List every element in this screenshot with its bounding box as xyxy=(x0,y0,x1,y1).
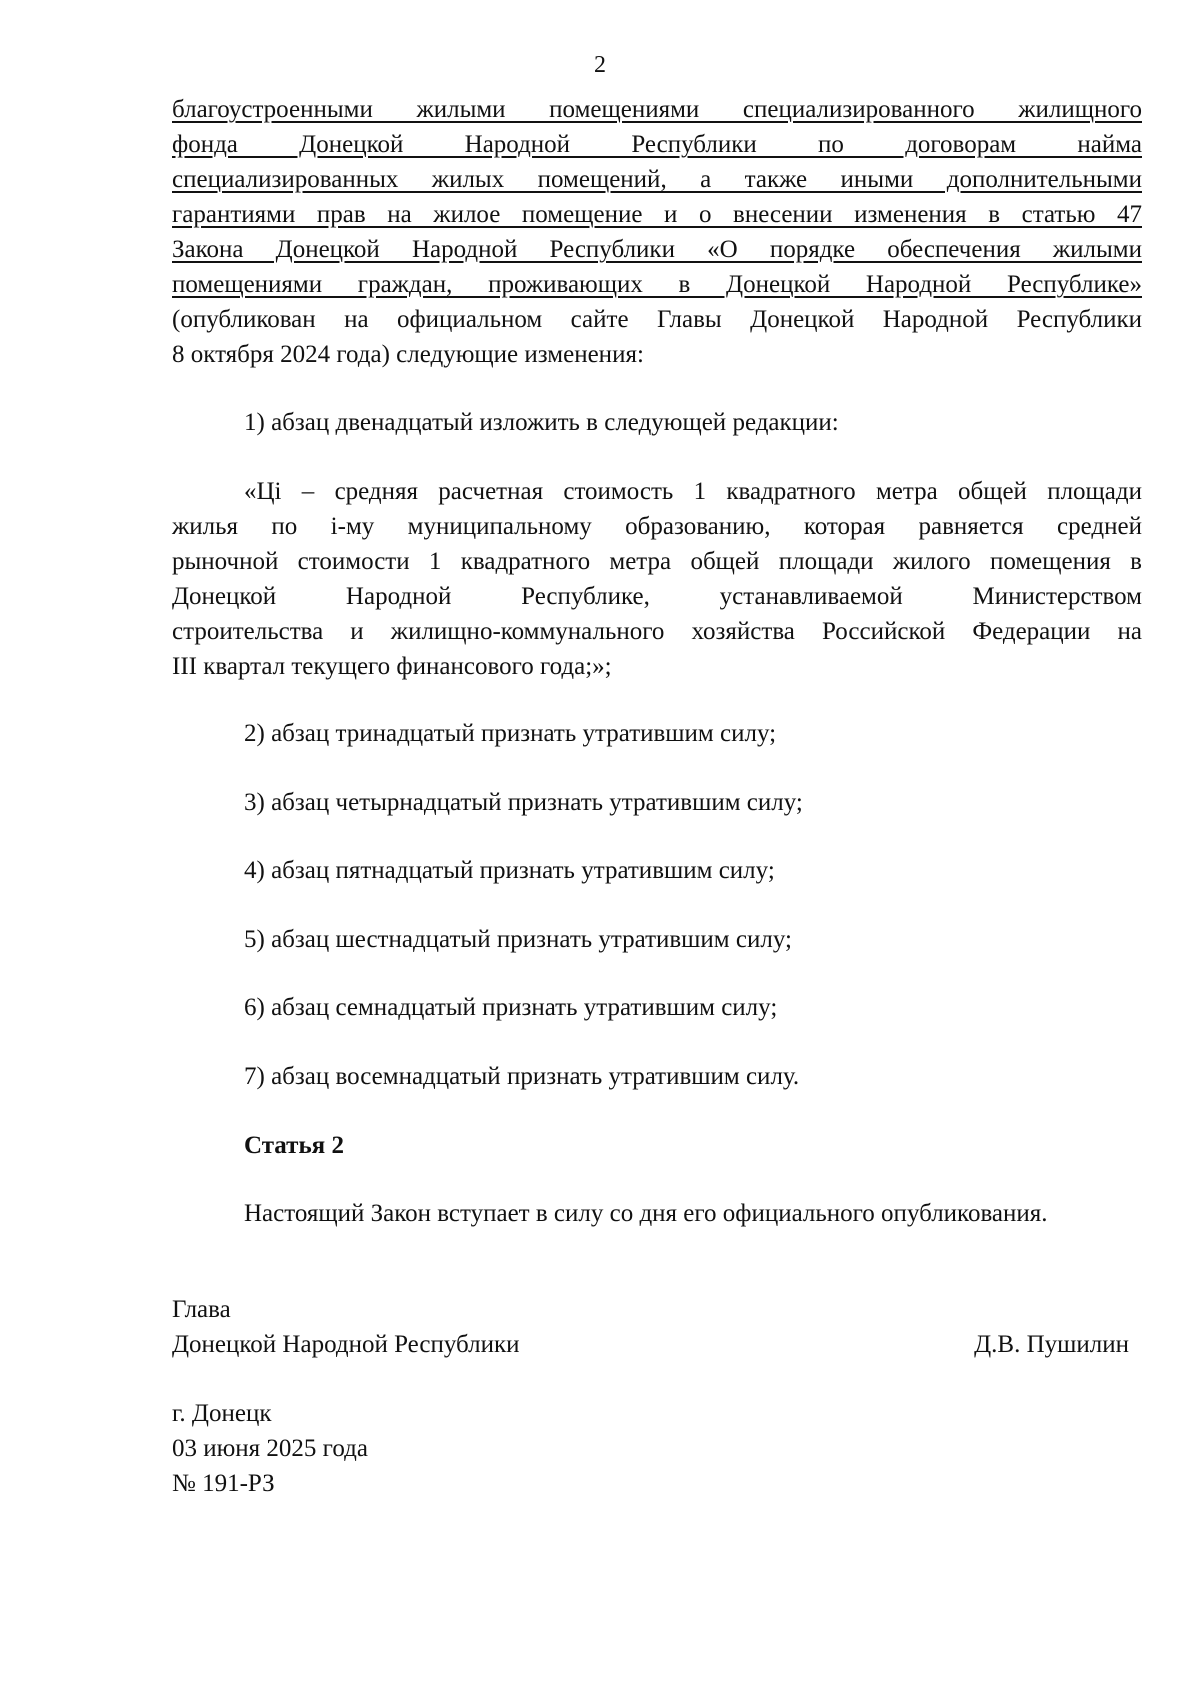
item-6: 6) абзац семнадцатый признать утратившим силу; xyxy=(244,994,778,1021)
signature-title-republic: Донецкой Народной Республики xyxy=(172,1331,520,1358)
item-4: 4) абзац пятнадцатый признать утратившим силу; xyxy=(244,857,775,884)
footer-law-number: № 191-РЗ xyxy=(172,1470,275,1497)
intro-line: Закона Донецкой Народной Республики «О порядке обеспечения жилыми xyxy=(172,236,1142,263)
page-number: 2 xyxy=(594,52,606,78)
signature-title: Глава xyxy=(172,1296,231,1323)
item-1: 1) абзац двенадцатый изложить в следующей редакции: xyxy=(244,409,839,436)
article-2-text: Настоящий Закон вступает в силу со дня его официального опубликования. xyxy=(244,1200,1048,1227)
intro-line: 8 октября 2024 года) следующие изменения: xyxy=(172,341,644,368)
footer-date: 03 июня 2025 года xyxy=(172,1435,368,1462)
intro-line: специализированных жилых помещений, а также иными дополнительными xyxy=(172,166,1142,193)
quote-line: рыночной стоимости 1 квадратного метра общей площади жилого помещения в xyxy=(172,548,1142,575)
quote-line: Донецкой Народной Республике, устанавливаемой Министерством xyxy=(172,583,1142,610)
intro-line: гарантиями прав на жилое помещение и о внесении изменения в статью 47 xyxy=(172,201,1142,228)
intro-line: фонда Донецкой Народной Республики по договорам найма xyxy=(172,131,1142,158)
item-2: 2) абзац тринадцатый признать утратившим силу; xyxy=(244,720,777,747)
quote-line: «Ці – средняя расчетная стоимость 1 квадратного метра общей площади xyxy=(244,478,1142,505)
intro-line: благоустроенными жилыми помещениями специализированного жилищного xyxy=(172,96,1142,123)
item-7: 7) абзац восемнадцатый признать утратившим силу. xyxy=(244,1063,800,1090)
article-2-heading: Статья 2 xyxy=(244,1132,344,1159)
item-3: 3) абзац четырнадцатый признать утратившим силу; xyxy=(244,789,803,816)
quote-line: III квартал текущего финансового года;»; xyxy=(172,653,612,680)
quote-line: строительства и жилищно-коммунального хозяйства Российской Федерации на xyxy=(172,618,1142,645)
quote-line: жилья по і-му муниципальному образованию, которая равняется средней xyxy=(172,513,1142,540)
signatory-name: Д.В. Пушилин xyxy=(974,1331,1129,1358)
intro-line: помещениями граждан, проживающих в Донецкой Народной Республике» xyxy=(172,271,1142,298)
item-5: 5) абзац шестнадцатый признать утратившим силу; xyxy=(244,926,792,953)
footer-city: г. Донецк xyxy=(172,1400,272,1427)
intro-line: (опубликован на официальном сайте Главы Донецкой Народной Республики xyxy=(172,306,1142,333)
